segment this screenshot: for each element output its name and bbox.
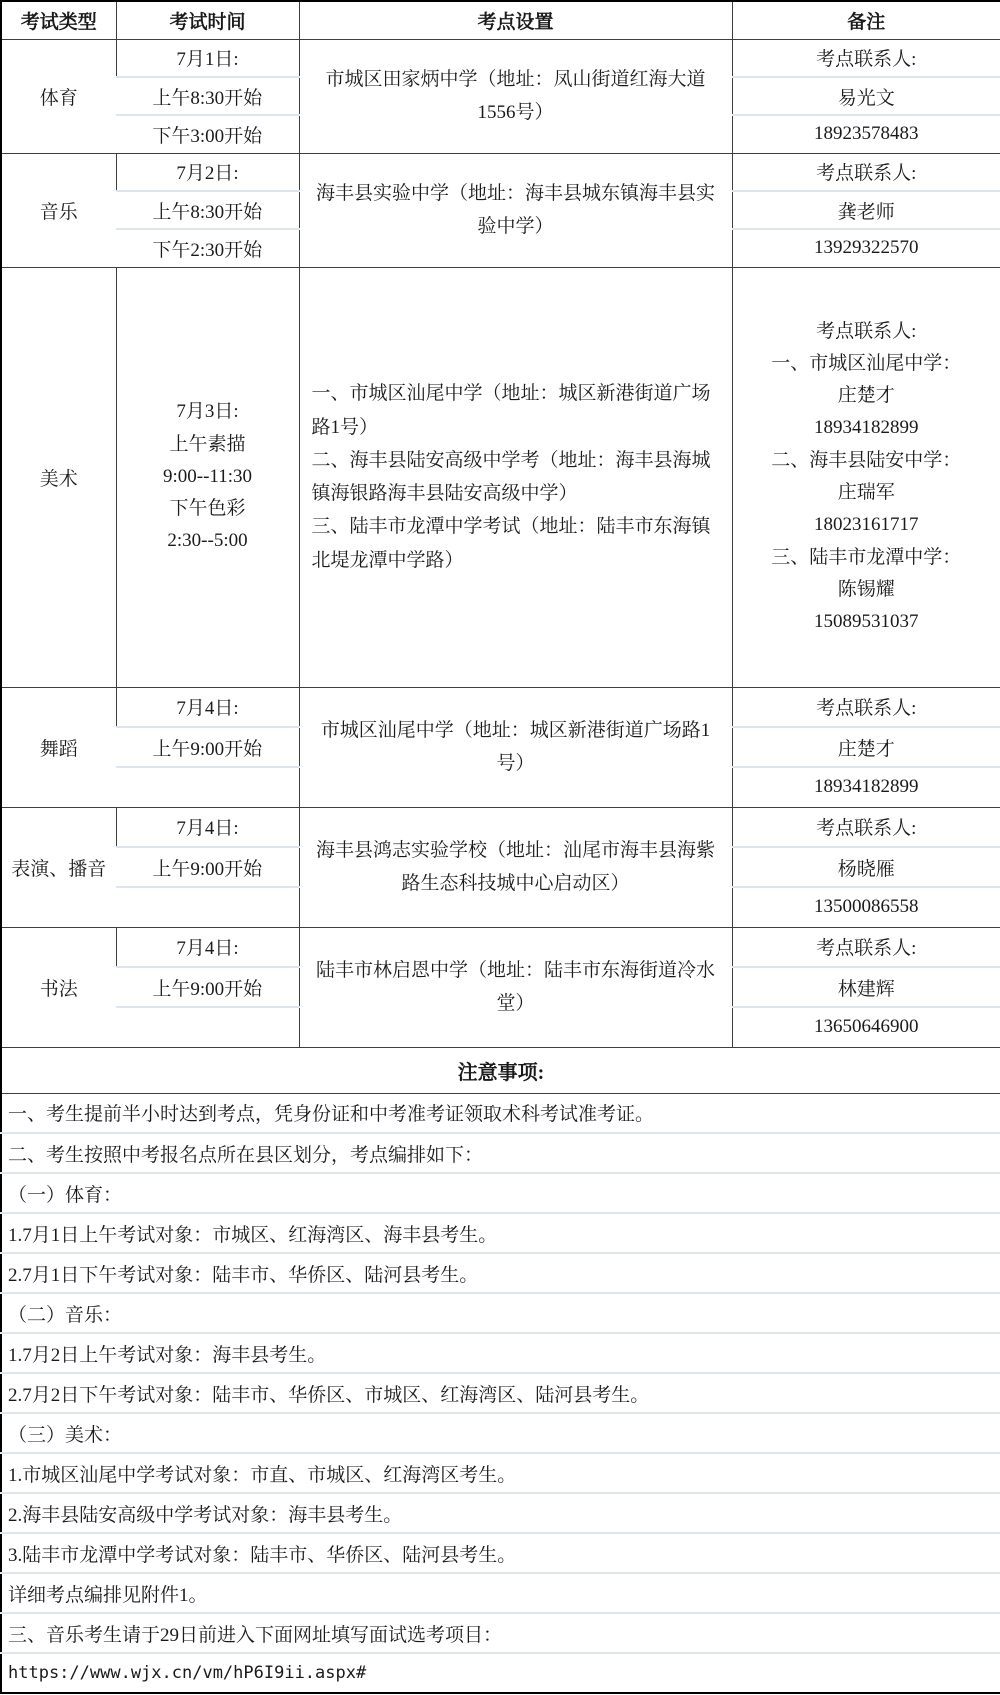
remark-cell: 18934182899 [732, 767, 1000, 807]
venue-line: 一、市城区汕尾中学（地址：城区新港街道广场路1号） [311, 383, 711, 438]
note-row [1, 1213, 1000, 1253]
remark-line: 庄瑞军 [837, 482, 895, 503]
table-row [1, 267, 1000, 687]
venue-cell [299, 267, 732, 687]
exam-time-cell: 7月4日: [116, 687, 299, 727]
exam-time-cell: 上午9:00开始 [116, 847, 299, 887]
remark-cell: 龚老师 [732, 191, 1000, 229]
exam-type-cell: 书法 [1, 927, 116, 1047]
remark-cell: 庄楚才 [732, 727, 1000, 767]
header-venue-setup: 考点设置 [299, 1, 732, 39]
exam-type-cell: 美术 [1, 267, 116, 687]
remark-line: 陈锡耀 [837, 578, 895, 600]
note-item: （三）美术： [1, 1413, 1000, 1453]
exam-type-cell: 音乐 [1, 153, 116, 267]
note-row [1, 1373, 1000, 1413]
note-item: 2.7月1日下午考试对象：陆丰市、华侨区、陆河县考生。 [1, 1253, 1000, 1293]
exam-time-cell: 7月2日: [116, 153, 299, 191]
venue-cell: 市城区田家炳中学（地址：凤山街道红海大道1556号） [299, 39, 732, 153]
note-item: 2.海丰县陆安高级中学考试对象：海丰县考生。 [1, 1493, 1000, 1533]
note-item: 三、音乐考生请于29日前进入下面网址填写面试选考项目： [1, 1613, 1000, 1653]
exam-time-cell: 7月1日: [116, 39, 299, 77]
note-row [1, 1613, 1000, 1653]
note-item: 1.市城区汕尾中学考试对象：市直、市城区、红海湾区考生。 [1, 1453, 1000, 1493]
remark-line: 考点联系人: [816, 320, 917, 342]
note-item: 一、考生提前半小时达到考点，凭身份证和中考准考证领取术科考试准考证。 [1, 1093, 1000, 1133]
exam-time-cell: 上午9:00开始 [116, 967, 299, 1007]
note-row [1, 1133, 1000, 1173]
notes-title-row [1, 1047, 1000, 1093]
remark-line: 三、陆丰市龙潭中学： [771, 546, 962, 568]
time-line: 9:00--11:30 [162, 465, 252, 487]
note-item: 详细考点编排见附件1。 [1, 1573, 1000, 1613]
note-item: （二）音乐： [1, 1293, 1000, 1333]
remark-line: 一、市城区汕尾中学： [771, 352, 962, 374]
exam-time-cell: 7月4日: [116, 927, 299, 967]
header-remark: 备注 [732, 1, 1000, 39]
note-row [1, 1293, 1000, 1333]
note-row [1, 1453, 1000, 1493]
note-item: 二、考生按照中考报名点所在县区划分，考点编排如下： [1, 1133, 1000, 1173]
exam-type-cell: 舞蹈 [1, 687, 116, 807]
note-item: 2.7月2日下午考试对象：陆丰市、华侨区、市城区、红海湾区、陆河县考生。 [1, 1373, 1000, 1413]
remark-cell [732, 267, 1000, 687]
exam-time-cell: 上午8:30开始 [116, 77, 299, 115]
exam-type-cell: 体育 [1, 39, 116, 153]
exam-time-cell: 上午9:00开始 [116, 727, 299, 767]
note-row [1, 1573, 1000, 1613]
remark-cell: 考点联系人: [732, 153, 1000, 191]
remark-cell: 13929322570 [732, 229, 1000, 267]
remark-line: 15089531037 [814, 611, 919, 633]
remark-cell: 杨晓雁 [732, 847, 1000, 887]
note-item: 3.陆丰市龙潭中学考试对象：陆丰市、华侨区、陆河县考生。 [1, 1533, 1000, 1573]
survey-url-text: https://www.wjx.cn/vm/hP6I9ii.aspx# [8, 1663, 367, 1683]
remark-line: 二、海丰县陆安中学： [771, 449, 962, 471]
notes-title: 注意事项: [1, 1047, 1000, 1093]
remark-cell: 18923578483 [732, 115, 1000, 153]
venue-line: 三、陆丰市龙潭中学考试（地址：陆丰市东海镇北堤龙潭中学路） [311, 516, 711, 571]
note-row [1, 1253, 1000, 1293]
venue-cell: 市城区汕尾中学（地址：城区新港街道广场路1号） [299, 687, 732, 807]
remark-cell: 考点联系人: [732, 687, 1000, 727]
exam-time-cell [116, 767, 299, 807]
table-row [1, 927, 1000, 967]
note-row [1, 1413, 1000, 1453]
venue-line: 二、海丰县陆安高级中学考（地址：海丰县海城镇海银路海丰县陆安高级中学） [311, 449, 711, 504]
time-line: 下午色彩 [169, 498, 246, 520]
remark-line: 18934182899 [814, 417, 919, 439]
note-item: 1.7月1日上午考试对象：市城区、红海湾区、海丰县考生。 [1, 1213, 1000, 1253]
note-row [1, 1533, 1000, 1573]
note-item: （一）体育： [1, 1173, 1000, 1213]
table-row [1, 687, 1000, 727]
table-row [1, 153, 1000, 191]
remark-cell: 考点联系人: [732, 927, 1000, 967]
table-row [1, 807, 1000, 847]
note-row [1, 1173, 1000, 1213]
remark-line: 庄楚才 [837, 385, 895, 407]
note-row [1, 1493, 1000, 1533]
header-exam-time: 考试时间 [116, 1, 299, 39]
exam-time-cell [116, 887, 299, 927]
note-item: 1.7月2日上午考试对象：海丰县考生。 [1, 1333, 1000, 1373]
exam-time-cell: 7月4日: [116, 807, 299, 847]
venue-cell: 陆丰市林启恩中学（地址：陆丰市东海街道冷水堂） [299, 927, 732, 1047]
time-line: 2:30--5:00 [167, 530, 248, 552]
note-row [1, 1093, 1000, 1133]
remark-line: 18023161717 [814, 514, 919, 536]
remark-cell: 易光文 [732, 77, 1000, 115]
remark-cell: 13500086558 [732, 887, 1000, 927]
exam-time-cell: 下午3:00开始 [116, 115, 299, 153]
remark-cell: 考点联系人: [732, 807, 1000, 847]
time-line: 7月3日: [176, 401, 239, 423]
remark-cell: 13650646900 [732, 1007, 1000, 1047]
venue-cell: 海丰县鸿志实验学校（地址：汕尾市海丰县海紫路生态科技城中心启动区） [299, 807, 732, 927]
exam-time-cell [116, 1007, 299, 1047]
table-header-row [1, 1, 1000, 39]
remark-cell: 考点联系人: [732, 39, 1000, 77]
header-exam-type: 考试类型 [1, 1, 116, 39]
note-row [1, 1333, 1000, 1373]
time-line: 上午素描 [169, 433, 246, 455]
remark-cell: 林建辉 [732, 967, 1000, 1007]
exam-time-cell [116, 267, 299, 687]
venue-cell: 海丰县实验中学（地址：海丰县城东镇海丰县实验中学） [299, 153, 732, 267]
table-row [1, 39, 1000, 77]
exam-type-cell: 表演、播音 [1, 807, 116, 927]
exam-time-cell: 下午2:30开始 [116, 229, 299, 267]
exam-time-cell: 上午8:30开始 [116, 191, 299, 229]
note-url-row [1, 1653, 1000, 1693]
